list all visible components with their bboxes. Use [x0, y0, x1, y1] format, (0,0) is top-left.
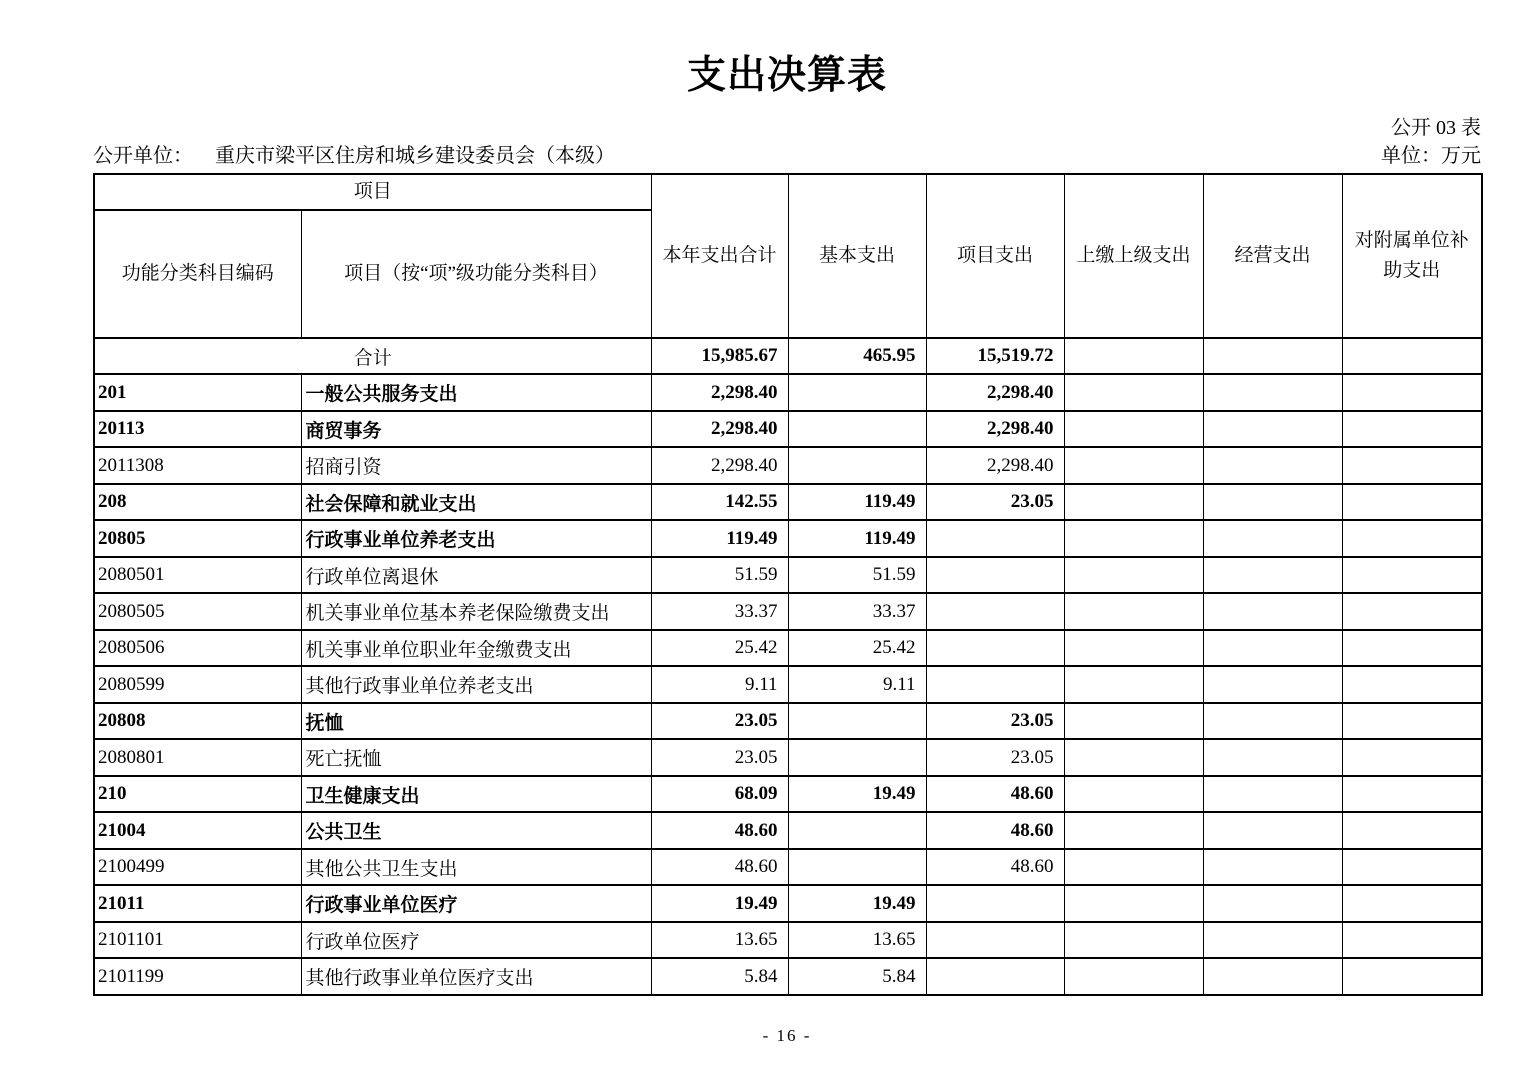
header-col-subsidy: 对附属单位补助支出: [1342, 174, 1482, 338]
cell-project: [926, 922, 1064, 959]
cell-operating: [1203, 447, 1342, 484]
header-row-group: [94, 174, 1482, 210]
table-row: [94, 484, 1482, 521]
cell-operating: [1203, 593, 1342, 630]
table-body: [94, 338, 1482, 995]
cell-upward: [1064, 374, 1203, 411]
expenditure-table: [93, 173, 1483, 996]
cell-code: 2080599: [94, 666, 301, 703]
cell-upward: [1064, 338, 1203, 375]
cell-code: 2080501: [94, 557, 301, 594]
cell-upward: [1064, 447, 1203, 484]
cell-total-label: 合计: [94, 338, 651, 375]
cell-total: 25.42: [651, 630, 788, 667]
cell-project: [926, 958, 1064, 995]
cell-total: 48.60: [651, 812, 788, 849]
cell-code: 208: [94, 484, 301, 521]
cell-upward: [1064, 849, 1203, 886]
header-group-project: 项目: [94, 174, 651, 210]
publishing-unit-name: 重庆市梁平区住房和城乡建设委员会（本级）: [215, 144, 615, 167]
table-row: [94, 666, 1482, 703]
cell-subsidy: [1342, 812, 1482, 849]
unit-of-measure: 单位：万元: [1381, 144, 1481, 167]
cell-total: 15,985.67: [651, 338, 788, 375]
header-col-basic: 基本支出: [788, 174, 926, 338]
cell-operating: [1203, 776, 1342, 813]
cell-name: 其他行政事业单位养老支出: [301, 666, 651, 703]
cell-upward: [1064, 666, 1203, 703]
cell-name: 机关事业单位基本养老保险缴费支出: [301, 593, 651, 630]
cell-total: 33.37: [651, 593, 788, 630]
cell-total: 19.49: [651, 885, 788, 922]
cell-operating: [1203, 703, 1342, 740]
cell-subsidy: [1342, 666, 1482, 703]
table-row: [94, 374, 1482, 411]
cell-code: 2080801: [94, 739, 301, 776]
cell-subsidy: [1342, 593, 1482, 630]
cell-project: 48.60: [926, 812, 1064, 849]
cell-basic: 465.95: [788, 338, 926, 375]
cell-code: 201: [94, 374, 301, 411]
cell-operating: [1203, 411, 1342, 448]
cell-subsidy: [1342, 484, 1482, 521]
cell-name: 社会保障和就业支出: [301, 484, 651, 521]
cell-name: 行政单位离退休: [301, 557, 651, 594]
cell-basic: 9.11: [788, 666, 926, 703]
cell-subsidy: [1342, 374, 1482, 411]
cell-project: 15,519.72: [926, 338, 1064, 375]
table-row: [94, 739, 1482, 776]
cell-operating: [1203, 374, 1342, 411]
cell-project: 48.60: [926, 849, 1064, 886]
cell-total: 51.59: [651, 557, 788, 594]
cell-operating: [1203, 812, 1342, 849]
cell-code: 21004: [94, 812, 301, 849]
cell-operating: [1203, 885, 1342, 922]
cell-project: 23.05: [926, 703, 1064, 740]
publishing-unit-label: 公开单位：: [93, 144, 193, 167]
cell-code: 210: [94, 776, 301, 813]
cell-subsidy: [1342, 739, 1482, 776]
cell-operating: [1203, 338, 1342, 375]
table-row: [94, 958, 1482, 995]
cell-basic: [788, 849, 926, 886]
cell-subsidy: [1342, 520, 1482, 557]
cell-upward: [1064, 630, 1203, 667]
cell-name: 死亡抚恤: [301, 739, 651, 776]
cell-project: [926, 557, 1064, 594]
cell-upward: [1064, 958, 1203, 995]
header-col-total: 本年支出合计: [651, 174, 788, 338]
cell-name: 商贸事务: [301, 411, 651, 448]
cell-project: 2,298.40: [926, 411, 1064, 448]
table-row: [94, 812, 1482, 849]
cell-subsidy: [1342, 922, 1482, 959]
cell-total: 9.11: [651, 666, 788, 703]
cell-upward: [1064, 557, 1203, 594]
cell-subsidy: [1342, 630, 1482, 667]
cell-total: 13.65: [651, 922, 788, 959]
cell-operating: [1203, 666, 1342, 703]
cell-upward: [1064, 739, 1203, 776]
cell-subsidy: [1342, 411, 1482, 448]
cell-code: 2100499: [94, 849, 301, 886]
cell-upward: [1064, 520, 1203, 557]
cell-total: 5.84: [651, 958, 788, 995]
cell-upward: [1064, 776, 1203, 813]
cell-name: 公共卫生: [301, 812, 651, 849]
cell-basic: [788, 703, 926, 740]
table-row: [94, 703, 1482, 740]
cell-upward: [1064, 411, 1203, 448]
cell-project: [926, 666, 1064, 703]
cell-code: 2011308: [94, 447, 301, 484]
cell-code: 20113: [94, 411, 301, 448]
table-row: [94, 557, 1482, 594]
table-header: [94, 174, 1482, 338]
cell-basic: 119.49: [788, 484, 926, 521]
cell-name: 其他公共卫生支出: [301, 849, 651, 886]
total-row: [94, 338, 1482, 375]
cell-name: 行政单位医疗: [301, 922, 651, 959]
cell-code: 20805: [94, 520, 301, 557]
table-row: [94, 447, 1482, 484]
cell-upward: [1064, 703, 1203, 740]
cell-code: 21011: [94, 885, 301, 922]
header-col-operating: 经营支出: [1203, 174, 1342, 338]
cell-basic: [788, 447, 926, 484]
cell-code: 2101199: [94, 958, 301, 995]
cell-subsidy: [1342, 447, 1482, 484]
cell-basic: 13.65: [788, 922, 926, 959]
header-col-project: 项目支出: [926, 174, 1064, 338]
cell-operating: [1203, 630, 1342, 667]
table-row: [94, 593, 1482, 630]
cell-subsidy: [1342, 958, 1482, 995]
cell-basic: 5.84: [788, 958, 926, 995]
cell-total: 2,298.40: [651, 411, 788, 448]
cell-project: [926, 885, 1064, 922]
cell-upward: [1064, 484, 1203, 521]
cell-total: 119.49: [651, 520, 788, 557]
cell-project: [926, 520, 1064, 557]
cell-basic: 51.59: [788, 557, 926, 594]
table-row: [94, 849, 1482, 886]
cell-total: 142.55: [651, 484, 788, 521]
cell-name: 招商引资: [301, 447, 651, 484]
cell-project: 48.60: [926, 776, 1064, 813]
table-row: [94, 885, 1482, 922]
cell-project: 2,298.40: [926, 374, 1064, 411]
table-row: [94, 630, 1482, 667]
table-row: [94, 922, 1482, 959]
cell-project: 23.05: [926, 484, 1064, 521]
cell-project: 2,298.40: [926, 447, 1064, 484]
cell-basic: [788, 812, 926, 849]
cell-name: 卫生健康支出: [301, 776, 651, 813]
cell-project: [926, 593, 1064, 630]
header-col-upward: 上缴上级支出: [1064, 174, 1203, 338]
cell-project: [926, 630, 1064, 667]
page-title: 支出决算表: [686, 54, 887, 97]
header-col-name: 项目（按“项”级功能分类科目）: [301, 210, 651, 338]
publishing-unit: [93, 143, 615, 169]
cell-basic: 19.49: [788, 885, 926, 922]
cell-total: 23.05: [651, 739, 788, 776]
cell-subsidy: [1342, 776, 1482, 813]
cell-name: 机关事业单位职业年金缴费支出: [301, 630, 651, 667]
table-code-label: 公开 03 表: [1391, 116, 1481, 139]
table-row: [94, 520, 1482, 557]
meta-row: [93, 143, 1481, 169]
cell-subsidy: [1342, 849, 1482, 886]
cell-upward: [1064, 812, 1203, 849]
table-row: [94, 411, 1482, 448]
cell-subsidy: [1342, 338, 1482, 375]
cell-name: 其他行政事业单位医疗支出: [301, 958, 651, 995]
cell-code: 2080505: [94, 593, 301, 630]
cell-subsidy: [1342, 703, 1482, 740]
cell-total: 2,298.40: [651, 374, 788, 411]
cell-code: 2080506: [94, 630, 301, 667]
cell-name: 抚恤: [301, 703, 651, 740]
cell-basic: 33.37: [788, 593, 926, 630]
cell-project: 23.05: [926, 739, 1064, 776]
cell-basic: 19.49: [788, 776, 926, 813]
cell-name: 一般公共服务支出: [301, 374, 651, 411]
cell-name: 行政事业单位养老支出: [301, 520, 651, 557]
cell-total: 23.05: [651, 703, 788, 740]
cell-subsidy: [1342, 885, 1482, 922]
cell-basic: [788, 374, 926, 411]
cell-basic: [788, 739, 926, 776]
cell-code: 2101101: [94, 922, 301, 959]
cell-operating: [1203, 520, 1342, 557]
header-col-code: 功能分类科目编码: [94, 210, 301, 338]
cell-operating: [1203, 922, 1342, 959]
cell-upward: [1064, 885, 1203, 922]
page-content: [93, 0, 1481, 1046]
cell-code: 20808: [94, 703, 301, 740]
cell-upward: [1064, 593, 1203, 630]
cell-total: 2,298.40: [651, 447, 788, 484]
cell-operating: [1203, 484, 1342, 521]
cell-operating: [1203, 557, 1342, 594]
cell-total: 68.09: [651, 776, 788, 813]
cell-operating: [1203, 849, 1342, 886]
cell-basic: 119.49: [788, 520, 926, 557]
cell-subsidy: [1342, 557, 1482, 594]
page-number: - 16 -: [762, 1025, 812, 1045]
cell-operating: [1203, 958, 1342, 995]
cell-basic: 25.42: [788, 630, 926, 667]
cell-operating: [1203, 739, 1342, 776]
table-row: [94, 776, 1482, 813]
cell-total: 48.60: [651, 849, 788, 886]
cell-basic: [788, 411, 926, 448]
cell-upward: [1064, 922, 1203, 959]
cell-name: 行政事业单位医疗: [301, 885, 651, 922]
